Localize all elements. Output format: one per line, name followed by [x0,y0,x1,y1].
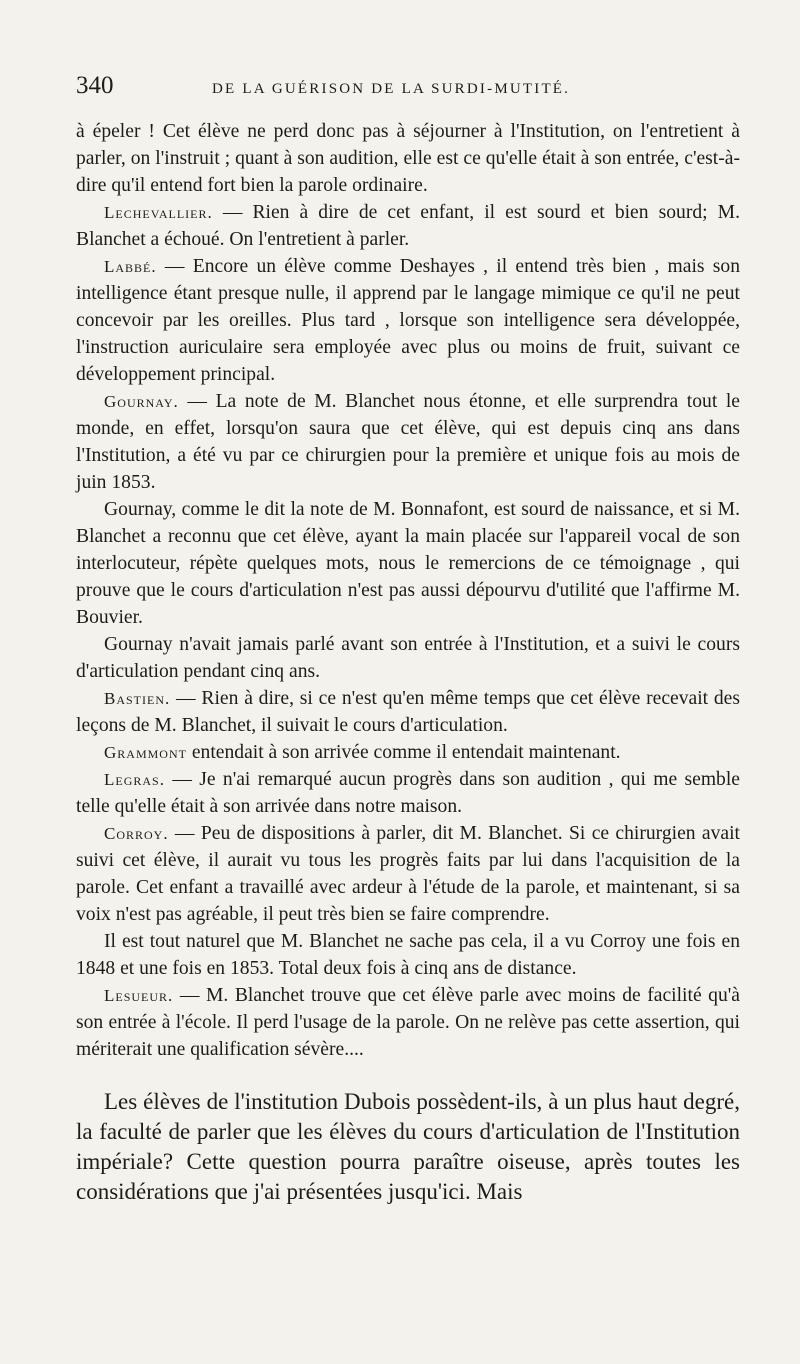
page-number: 340 [76,72,114,99]
paragraph: Labbé. — Encore un élève comme Deshayes , il entend très bien , mais son intelligence étant presque nulle, il apprend par le langage mimique ce qu'il ne peut concevoir par les oreilles. Plus tard , lorsque son intelligence sera développée, l'instruction auriculaire sera employée avec plus ou moins de fruit, suivant ce développement principal. [76,256,740,385]
student-name: Corroy. [104,824,169,843]
student-name: Grammont [104,743,187,762]
student-name: Lechevallier. [104,203,213,222]
closing-paragraph: Les élèves de l'institution Dubois possèdent-ils, à un plus haut degré, la faculté de parler que les élèves du cours d'articulation de l'Institution impériale? Cette question pourra paraître oiseuse, après toutes les considérations que j'ai présentées jusqu'ici. Mais [76,1089,740,1204]
student-name: Gournay. [104,392,179,411]
paragraph: Lesueur. — M. Blanchet trouve que cet élève parle avec moins de facilité qu'à son entrée à l'école. Il perd l'usage de la parole. On ne relève pas cette assertion, qui mériterait une qualification sévère.... [76,985,740,1060]
paragraph: Grammont entendait à son arrivée comme il entendait maintenant. [104,742,621,763]
paragraph: Gournay, comme le dit la note de M. Bonnafont, est sourd de naissance, et si M. Blanchet a reconnu que cet élève, ayant la main placée sur l'appareil vocal de son interlocuteur, répète quelques mots, nous le remercions de ce témoignage , qui prouve que le cours d'articulation n'est pas aussi dépourvu d'utilité que l'affirme M. Bouvier. [76,499,740,628]
paragraph: Gournay n'avait jamais parlé avant son entrée à l'Institution, et a suivi le cours d'articulation pendant cinq ans. [76,634,740,682]
running-head: DE LA GUÉRISON DE LA SURDI-MUTITÉ. [212,81,571,97]
student-name: Labbé. [104,257,157,276]
student-name: Bastien. [104,689,171,708]
student-name: Lesueur. [104,986,174,1005]
body-text [76,118,740,1063]
page-header [76,72,740,108]
paragraph: à épeler ! Cet élève ne perd donc pas à séjourner à l'Institution, on l'entretient à parler, on l'instruit ; quant à son audition, elle est ce qu'elle était à son entrée, c'est-à-dire qu'il entend fort bien la parole ordinaire. [76,121,740,196]
paragraph: Bastien. — Rien à dire, si ce n'est qu'en même temps que cet élève recevait des leçons de M. Blanchet, il suivait le cours d'articulation. [76,688,740,736]
paragraph: Lechevallier. — Rien à dire de cet enfant, il est sourd et bien sourd; M. Blanchet a échoué. On l'entretient à parler. [76,202,740,250]
paragraph: Corroy. — Peu de dispositions à parler, dit M. Blanchet. Si ce chirurgien avait suivi cet élève, il aurait vu tous les progrès faits par lui dans l'acquisition de la parole. Cet enfant a travaillé avec ardeur à l'étude de la parole, et maintenant, si sa voix n'est pas agréable, il peut très bien se faire comprendre. [76,823,740,925]
paragraph: Il est tout naturel que M. Blanchet ne sache pas cela, il a vu Corroy une fois en 1848 et une fois en 1853. Total deux fois à cinq ans de distance. [76,931,740,979]
student-name: Legras. [104,770,165,789]
paragraph: Gournay. — La note de M. Blanchet nous étonne, et elle surprendra tout le monde, en effet, lorsqu'on saura que cet élève, qui est depuis cinq ans dans l'Institution, a été vu par ce chirurgien pour la première et unique fois au mois de juin 1853. [76,391,740,493]
paragraph: Legras. — Je n'ai remarqué aucun progrès dans son audition , qui me semble telle qu'elle était à son arrivée dans notre maison. [76,769,740,817]
